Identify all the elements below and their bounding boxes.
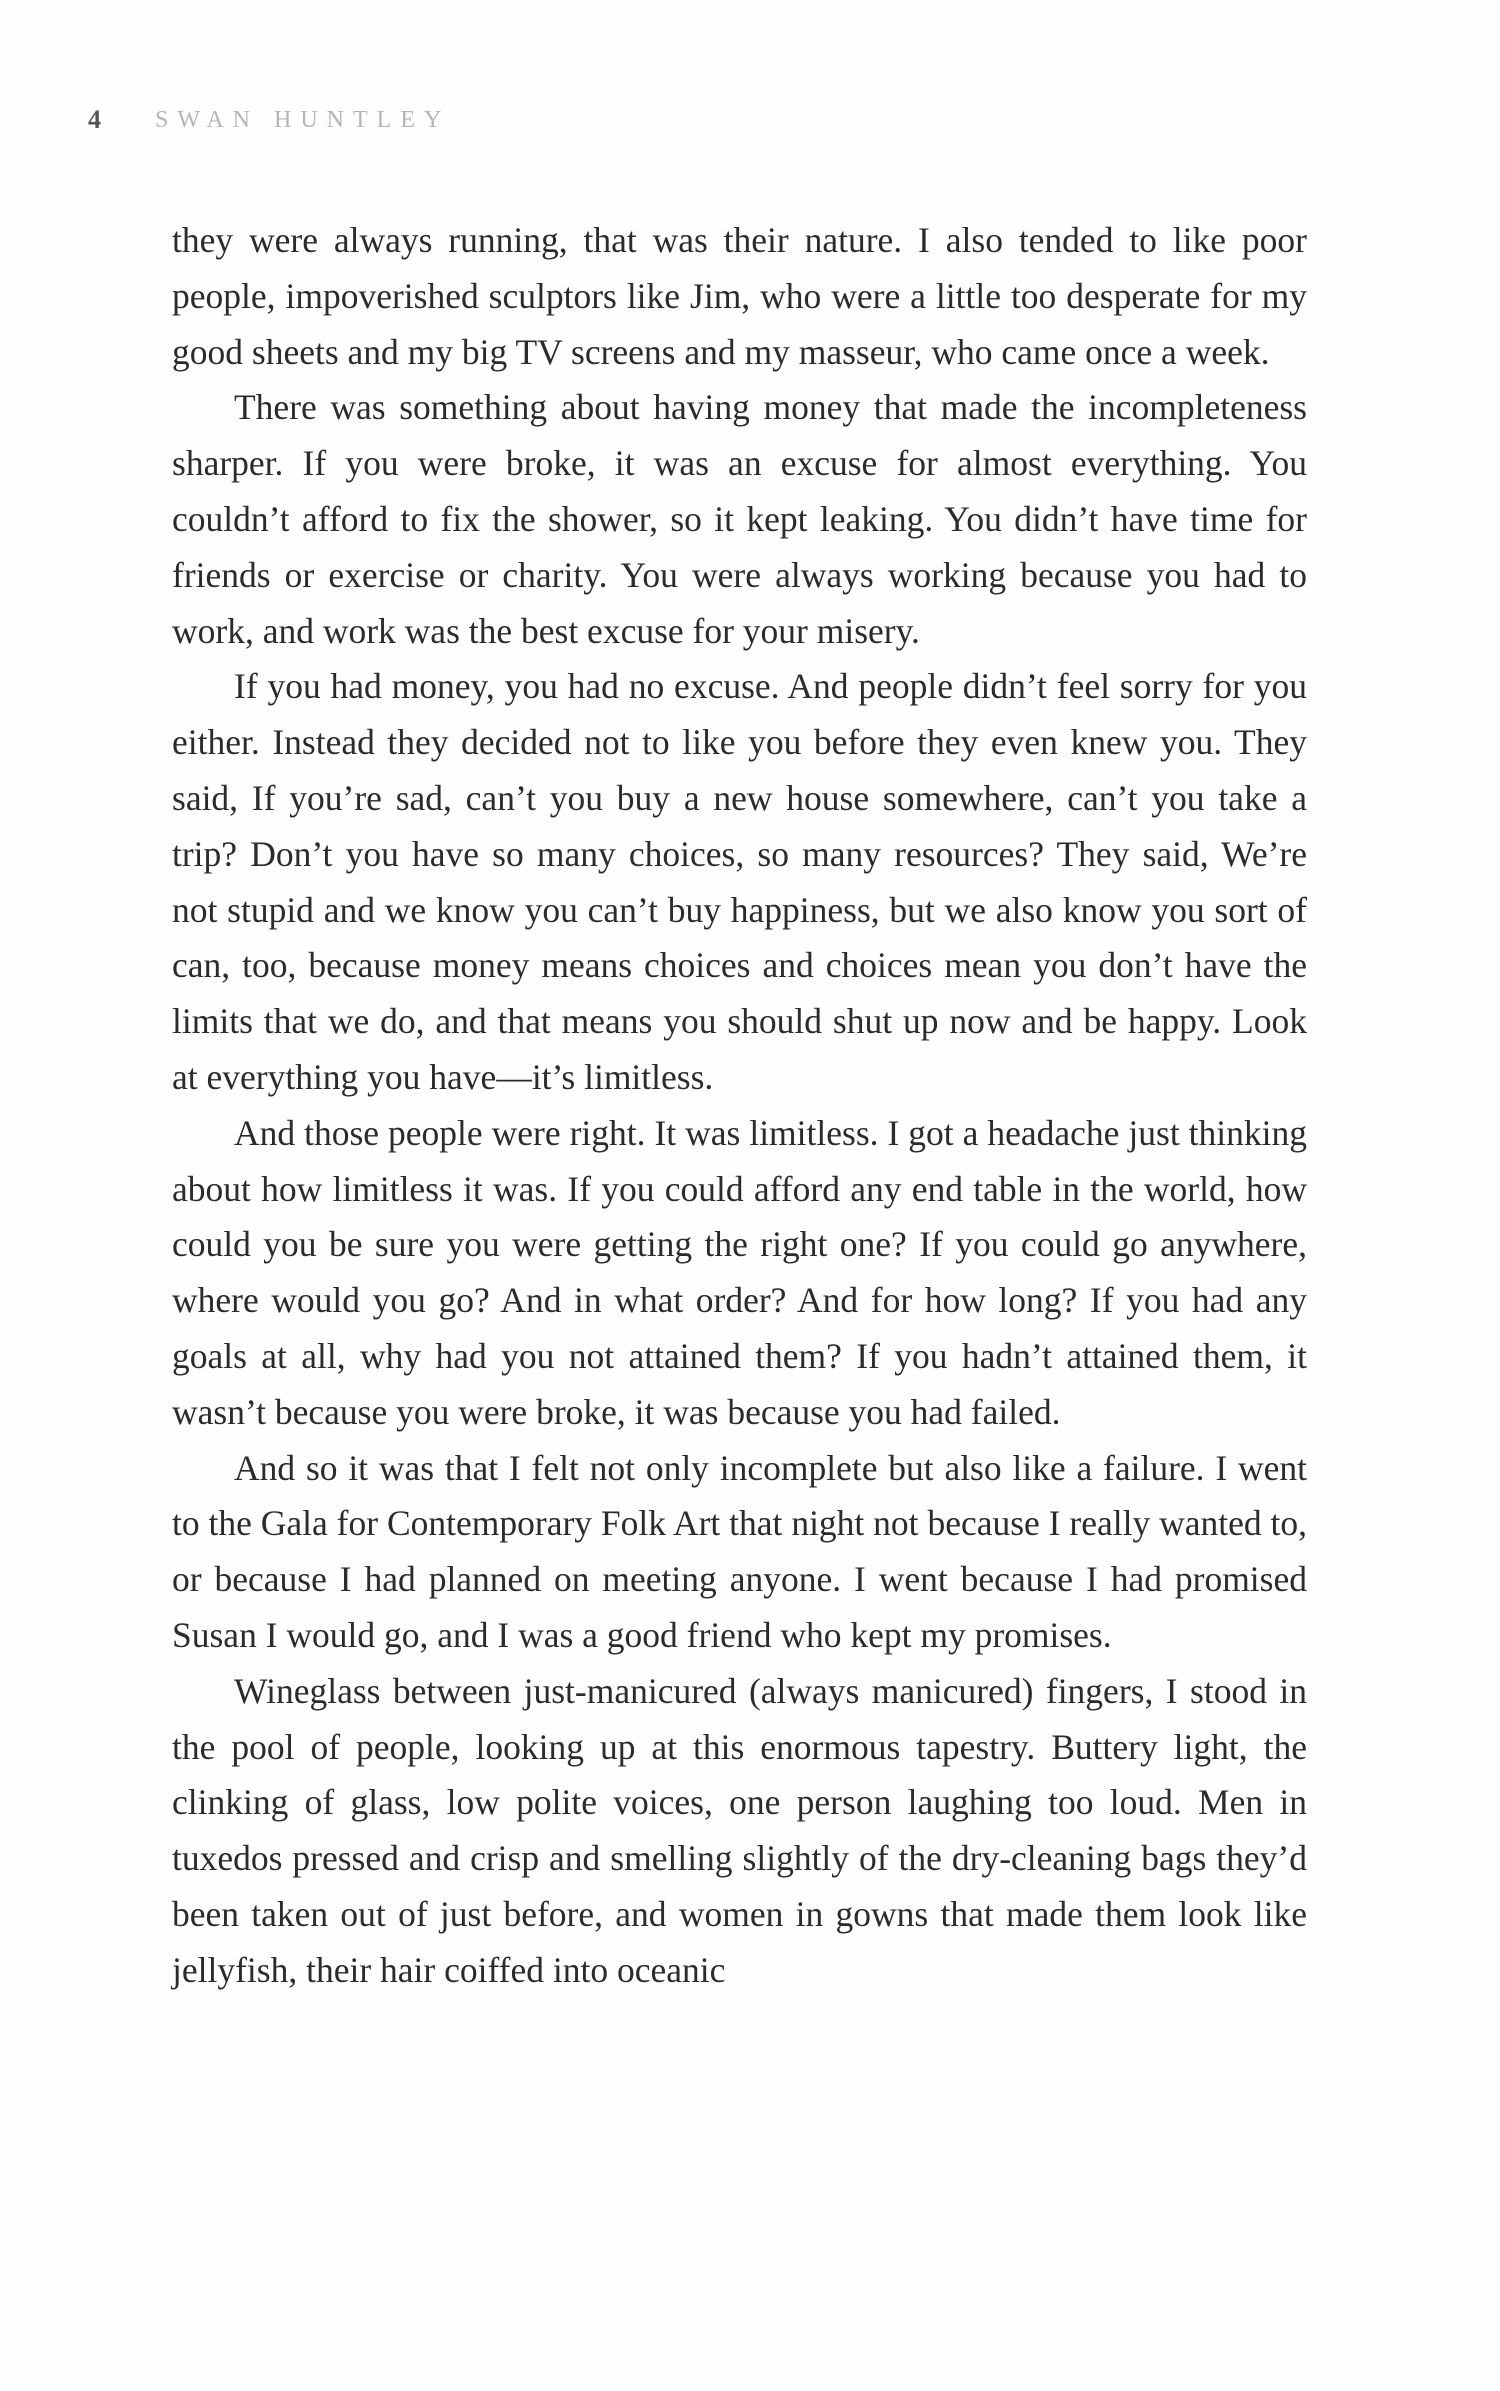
page-number: 4 [88, 105, 101, 134]
paragraph: they were always running, that was their nature. I also tended to like poor people, impoverished sculptors like Jim, who were a little too desperate for my good sheets and my big TV screens and my masseur, who came once a week. [172, 220, 1307, 372]
paragraph: There was something about having money that made the incompleteness sharper. If you were broke, it was an excuse for almost everything. You couldn’t afford to fix the shower, so it kept leaking. You didn’t have time for friends or exercise or charity. You were always working because you had to work, and work was the best excuse for your misery. [172, 387, 1307, 651]
paragraph: Wineglass between just-manicured (always manicured) fingers, I stood in the pool of people, looking up at this enormous tapestry. Buttery light, the clinking of glass, low polite voices, one person laughing too loud. Men in tuxedos pressed and crisp and smelling slightly of the dry-cleaning bags they’d been taken out of just before, and women in gowns that made them look like jellyfish, their hair coiffed into oceanic [172, 1670, 1307, 1990]
running-title: SWAN HUNTLEY [155, 106, 451, 133]
paragraph: And so it was that I felt not only incomplete but also like a failure. I went to the Gala for Contemporary Folk Art that night not because I really wanted to, or because I had planned on meeting anyone. I went because I had promised Susan I would go, and I was a good friend who kept my promises. [172, 1447, 1307, 1655]
body-text [172, 213, 1307, 1999]
running-head [88, 100, 450, 140]
paragraph: And those people were right. It was limitless. I got a headache just thinking about how limitless it was. If you could afford any end table in the world, how could you be sure you were getting the right one? If you could go anywhere, where would you go? And in what order? And for how long? If you had any goals at all, why had you not attained them? If you hadn’t attained them, it wasn’t because you were broke, it was because you had failed. [172, 1112, 1307, 1432]
paragraph: If you had money, you had no excuse. And people didn’t feel sorry for you either. Instead they decided not to like you before they even knew you. They said, If you’re sad, can’t you buy a new house somewhere, can’t you take a trip? Don’t you have so many choices, so many resources? They said, We’re not stupid and we know you can’t buy happiness, but we also know you sort of can, too, because money means choices and choices mean you don’t have the limits that we do, and that means you should shut up now and be happy. Look at everything you have—it’s limitless. [172, 666, 1307, 1097]
